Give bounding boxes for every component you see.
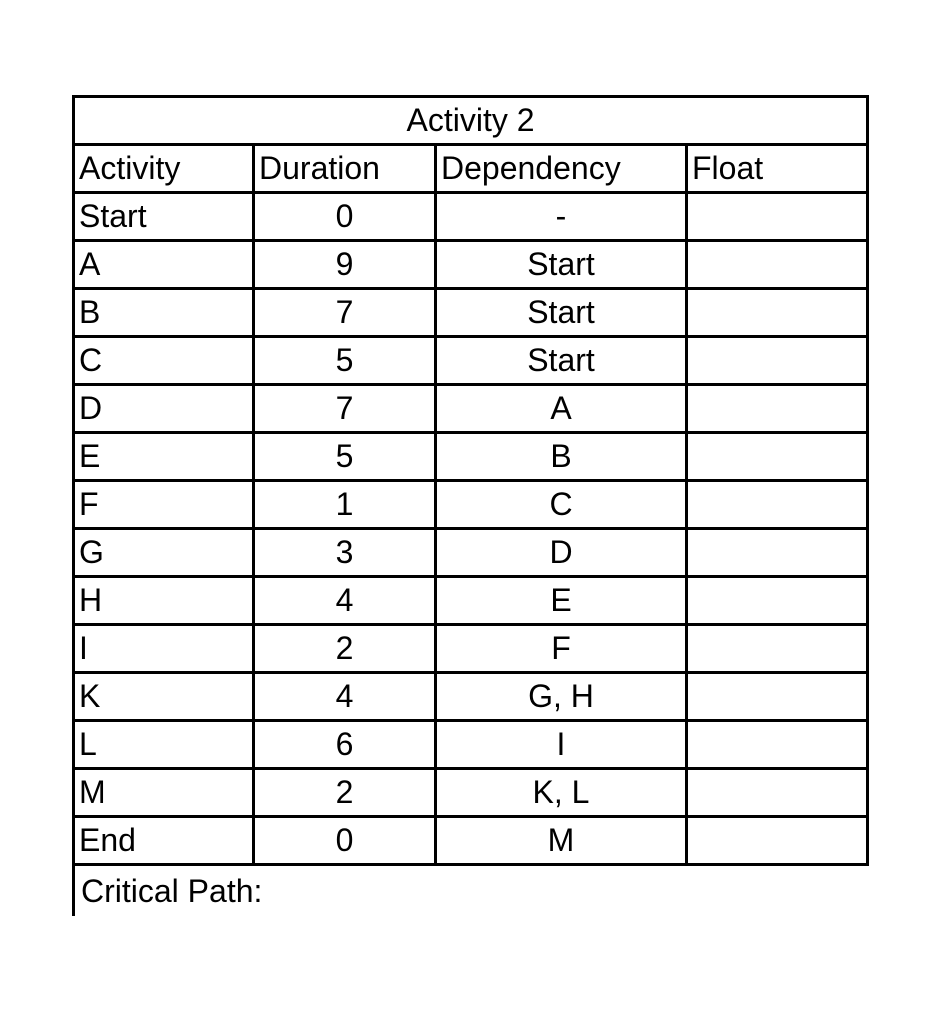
cell-dependency: A <box>436 385 687 433</box>
cell-duration: 7 <box>254 385 436 433</box>
cell-activity: End <box>74 817 254 865</box>
cell-dependency: E <box>436 577 687 625</box>
cell-dependency: D <box>436 529 687 577</box>
cell-float <box>687 337 868 385</box>
cell-dependency: Start <box>436 337 687 385</box>
cell-float <box>687 769 868 817</box>
cell-activity: A <box>74 241 254 289</box>
cell-activity: E <box>74 433 254 481</box>
table-row <box>74 673 868 721</box>
cell-float <box>687 241 868 289</box>
cell-duration: 3 <box>254 529 436 577</box>
cell-dependency: Start <box>436 289 687 337</box>
cell-activity: M <box>74 769 254 817</box>
table-row <box>74 625 868 673</box>
table-body <box>74 193 868 865</box>
cell-activity: Start <box>74 193 254 241</box>
header-activity: Activity <box>74 145 254 193</box>
cell-duration: 5 <box>254 433 436 481</box>
cell-activity: H <box>74 577 254 625</box>
cell-float <box>687 433 868 481</box>
cell-duration: 4 <box>254 673 436 721</box>
cell-duration: 2 <box>254 625 436 673</box>
cell-float <box>687 673 868 721</box>
activity-table <box>72 95 869 866</box>
cell-dependency: G, H <box>436 673 687 721</box>
cell-float <box>687 481 868 529</box>
table-row <box>74 193 868 241</box>
cell-activity: D <box>74 385 254 433</box>
cell-activity: C <box>74 337 254 385</box>
header-float: Float <box>687 145 868 193</box>
cell-float <box>687 817 868 865</box>
cell-dependency: M <box>436 817 687 865</box>
cell-float <box>687 721 868 769</box>
header-duration: Duration <box>254 145 436 193</box>
cell-activity: K <box>74 673 254 721</box>
table-row <box>74 289 868 337</box>
cell-activity: B <box>74 289 254 337</box>
table-row <box>74 241 868 289</box>
table-row <box>74 577 868 625</box>
table-row <box>74 337 868 385</box>
cell-duration: 1 <box>254 481 436 529</box>
table-row <box>74 769 868 817</box>
table-row <box>74 721 868 769</box>
cell-duration: 0 <box>254 817 436 865</box>
cell-duration: 4 <box>254 577 436 625</box>
table-row <box>74 385 868 433</box>
title-row <box>74 97 868 145</box>
cell-duration: 5 <box>254 337 436 385</box>
cell-dependency: - <box>436 193 687 241</box>
table-title: Activity 2 <box>74 97 868 145</box>
header-row <box>74 145 868 193</box>
activity-table-sheet <box>72 95 866 916</box>
cell-dependency: F <box>436 625 687 673</box>
cell-dependency: C <box>436 481 687 529</box>
cell-duration: 7 <box>254 289 436 337</box>
cell-dependency: Start <box>436 241 687 289</box>
cell-dependency: B <box>436 433 687 481</box>
cell-float <box>687 529 868 577</box>
cell-activity: F <box>74 481 254 529</box>
cell-duration: 6 <box>254 721 436 769</box>
table-row <box>74 433 868 481</box>
header-dependency: Dependency <box>436 145 687 193</box>
cell-float <box>687 577 868 625</box>
cell-duration: 0 <box>254 193 436 241</box>
cell-activity: G <box>74 529 254 577</box>
table-row <box>74 529 868 577</box>
cell-float <box>687 289 868 337</box>
cell-activity: L <box>74 721 254 769</box>
cell-duration: 2 <box>254 769 436 817</box>
cell-duration: 9 <box>254 241 436 289</box>
cell-float <box>687 193 868 241</box>
cell-float <box>687 625 868 673</box>
table-row <box>74 481 868 529</box>
cell-float <box>687 385 868 433</box>
cell-dependency: K, L <box>436 769 687 817</box>
cell-activity: I <box>74 625 254 673</box>
table-row <box>74 817 868 865</box>
cell-dependency: I <box>436 721 687 769</box>
critical-path-label: Critical Path: <box>72 866 472 916</box>
